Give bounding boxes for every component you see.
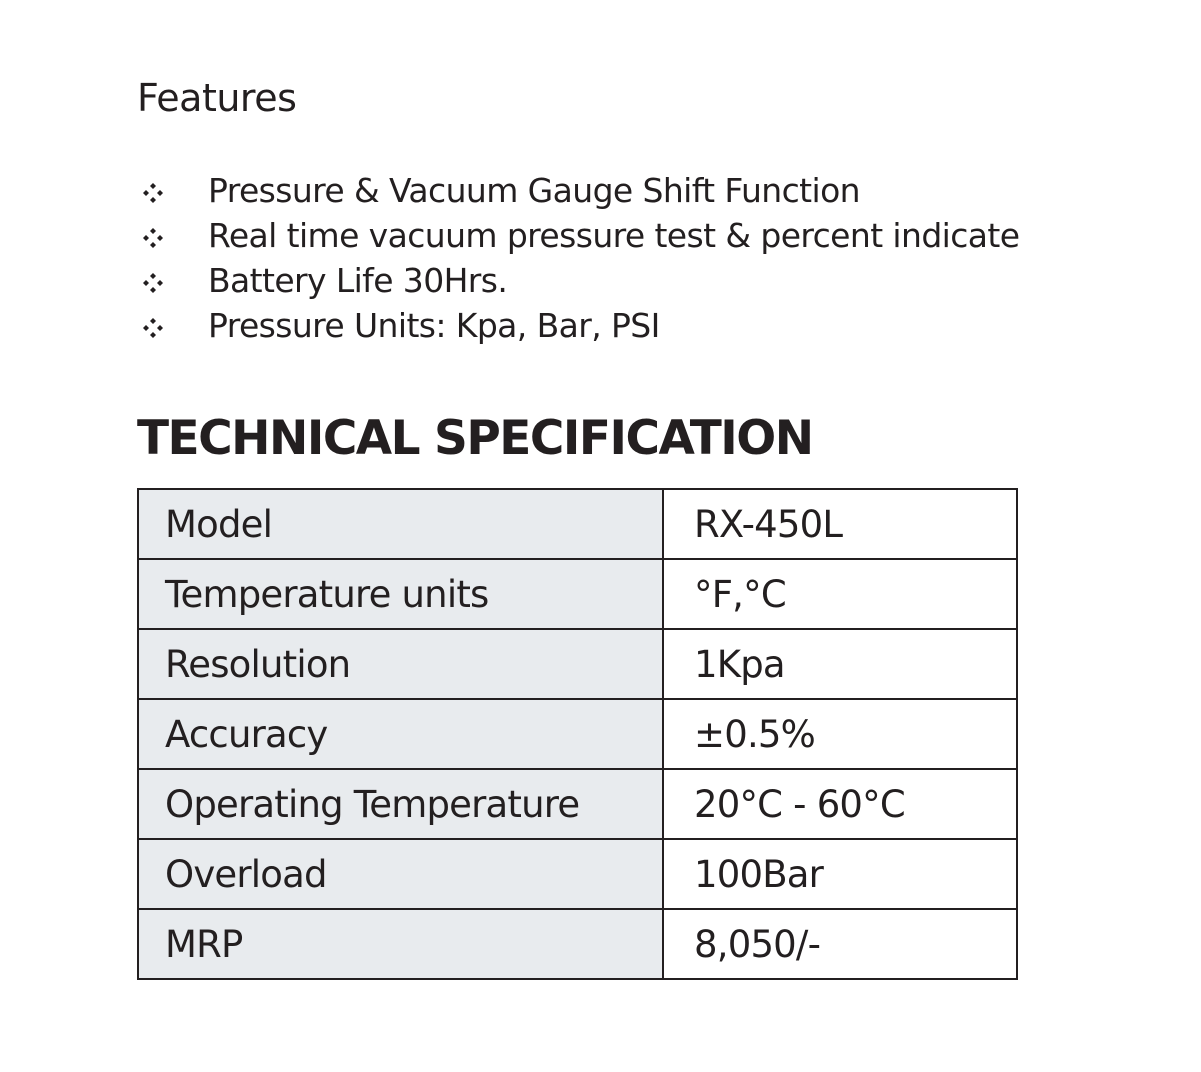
spec-label: Overload (138, 839, 663, 909)
spec-row-overload (138, 839, 1017, 909)
spec-label: Resolution (138, 629, 663, 699)
feature-text: Pressure Units: Kpa, Bar, PSI (208, 306, 660, 345)
spec-value: RX-450L (663, 489, 1017, 559)
spec-value: ±0.5% (663, 699, 1017, 769)
spec-value: 1Kpa (663, 629, 1017, 699)
spec-row-mrp (138, 909, 1017, 979)
diamond-cluster-bullet-icon (142, 227, 164, 249)
features-heading: Features (137, 76, 297, 120)
spec-label: Model (138, 489, 663, 559)
spec-value: °F,°C (663, 559, 1017, 629)
feature-text: Battery Life 30Hrs. (208, 261, 508, 300)
diamond-cluster-bullet-icon (142, 272, 164, 294)
diamond-cluster-bullet-icon (142, 317, 164, 339)
spec-label: Accuracy (138, 699, 663, 769)
feature-text: Pressure & Vacuum Gauge Shift Function (208, 171, 860, 210)
spec-value: 20°C - 60°C (663, 769, 1017, 839)
spec-row-model (138, 489, 1017, 559)
spec-value: 100Bar (663, 839, 1017, 909)
spec-label: MRP (138, 909, 663, 979)
spec-row-temperature-units (138, 559, 1017, 629)
spec-table (137, 488, 1018, 980)
spec-row-accuracy (138, 699, 1017, 769)
feature-text: Real time vacuum pressure test & percent indicate (208, 216, 1020, 255)
diamond-cluster-bullet-icon (142, 182, 164, 204)
spec-value: 8,050/- (663, 909, 1017, 979)
spec-row-resolution (138, 629, 1017, 699)
spec-label: Operating Temperature (138, 769, 663, 839)
spec-label: Temperature units (138, 559, 663, 629)
spec-heading: TECHNICAL SPECIFICATION (137, 411, 813, 466)
spec-row-operating-temperature (138, 769, 1017, 839)
